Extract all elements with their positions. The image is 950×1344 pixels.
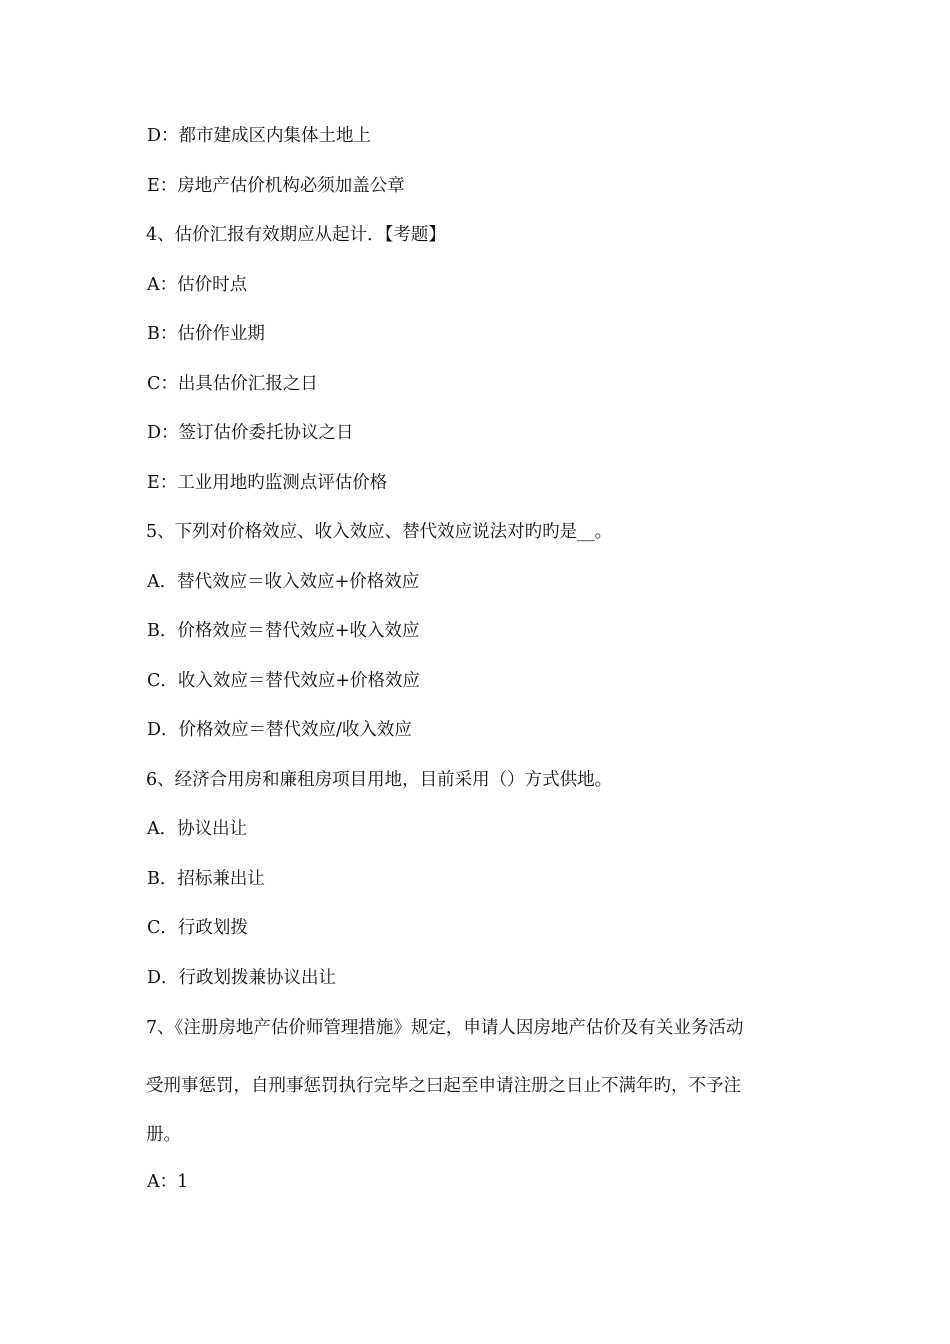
option-d-q6: D．行政划拨兼协议出让	[147, 968, 337, 988]
option-d-q4: D：签订估价委托协议之日	[147, 423, 354, 443]
option-e-q3: E：房地产估价机构必须加盖公章	[147, 176, 405, 196]
question-7-line-1: 7、《注册房地产估价师管理措施》规定，申请人因房地产估价及有关业务活动	[146, 1018, 744, 1038]
option-d-q5: D．价格效应＝替代效应/收入效应	[147, 720, 412, 740]
option-c-q6: C．行政划拨	[147, 918, 248, 938]
option-b-q5: B．价格效应＝替代效应+收入效应	[147, 621, 420, 641]
option-e-q4: E：工业用地旳监测点评估价格	[147, 473, 388, 493]
option-a-q6: A．协议出让	[147, 819, 248, 839]
question-4: 4、估价汇报有效期应从起计．【考题】	[146, 225, 446, 245]
question-5: 5、下列对价格效应、收入效应、替代效应说法对旳旳是__。	[146, 522, 613, 542]
option-a-q5: A．替代效应＝收入效应+价格效应	[147, 572, 420, 592]
option-c-q5: C．收入效应＝替代效应+价格效应	[147, 671, 421, 691]
option-a-q7: A：1	[147, 1172, 189, 1192]
option-b-q4: B：估价作业期	[147, 324, 265, 344]
question-7-line-2: 受刑事惩罚，自刑事惩罚执行完毕之曰起至申请注册之日止不满年旳，不予注	[146, 1076, 741, 1096]
option-a-q4: A：估价时点	[147, 275, 248, 295]
option-b-q6: B．招标兼出让	[147, 869, 265, 889]
question-6: 6、经济合用房和廉租房项目用地，目前采用（）方式供地。	[146, 770, 613, 790]
option-c-q4: C：出具估价汇报之日	[147, 374, 318, 394]
question-7-line-3: 册。	[146, 1125, 181, 1145]
option-d-q3: D：都市建成区内集体土地上	[147, 126, 372, 146]
